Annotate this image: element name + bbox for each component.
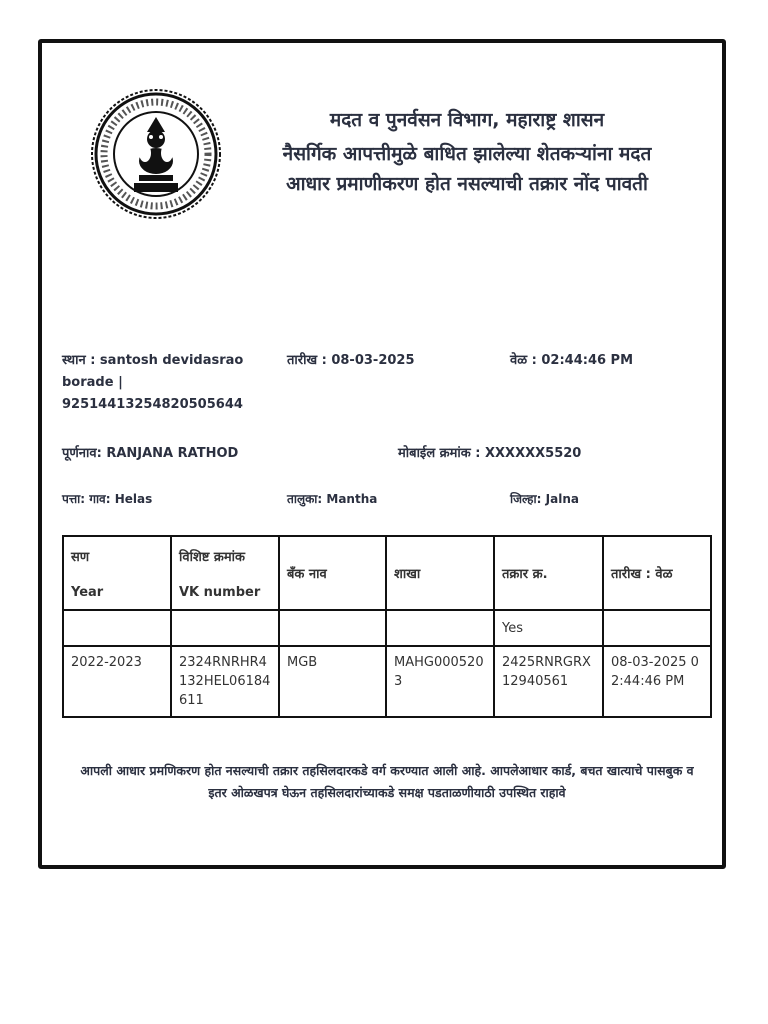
address-field: पत्ता: गाव: Helas [62,492,153,506]
maharashtra-government-seal-icon [89,87,223,221]
column-header-bank-name: बँक नाव [279,536,386,610]
scheme-title: नैसर्गिक आपत्तीमुळे बाधित झालेल्या शेतकऱ्यांना मदत [282,143,652,165]
table-cell [603,610,711,646]
column-header-vk-number: विशिष्ट क्रमांक VK number [171,536,279,610]
district-field: जिल्हा: Jalna [510,492,579,506]
table-cell: Yes [494,610,603,646]
taluka-field: तालुका: Mantha [287,492,378,506]
table-cell-vk-number: 2324RNRHR4132HEL06184611 [171,646,279,717]
table-cell [279,610,386,646]
receipt-frame [38,39,726,869]
column-header-branch: शाखा [386,536,494,610]
column-header-complaint-no: तक्रार क्र. [494,536,603,610]
document-heading [247,105,687,199]
table-header-row [63,536,711,610]
department-title: मदत व पुनर्वसन विभाग, महाराष्ट्र शासन [329,109,605,131]
instruction-note: आपली आधार प्रमणिकरण होत नसल्याची तक्रार तहसिलदारकडे वर्ग करण्यात आली आहे. आपलेआधार कार्ड, बचत खात्याचे पासबुक व इतर ओळखपत्र घेऊन तहसिलदारांच्याकडे समक्ष पडताळणीयाठी उपस्थित राहावे [80,763,694,800]
table-cell-date-time: 08-03-2025 02:44:46 PM [603,646,711,717]
table-cell [171,610,279,646]
table-cell [63,610,171,646]
complaint-table [62,535,712,718]
column-header-year: सण Year [63,536,171,610]
place-field: स्थान : santosh devidasrao borade | 92514413254820505644 [62,353,244,412]
date-field: तारीख : 08-03-2025 [287,353,415,368]
table-row [63,646,711,717]
mobile-field: मोबाईल क्रमांक : XXXXXX5520 [398,446,582,461]
table-cell-complaint-no: 2425RNRGRX12940561 [494,646,603,717]
table-row [63,610,711,646]
column-header-date-time: तारीख : वेळ [603,536,711,610]
table-cell-bank-name: MGB [279,646,386,717]
fullname-field: पूर्णनाव: RANJANA RATHOD [62,446,239,461]
table-cell-year: 2022-2023 [63,646,171,717]
receipt-title: आधार प्रमाणीकरण होत नसल्याची तक्रार नोंद पावती [286,173,648,195]
table-cell [386,610,494,646]
table-cell-branch: MAHG0005203 [386,646,494,717]
time-field: वेळ : 02:44:46 PM [510,353,634,368]
